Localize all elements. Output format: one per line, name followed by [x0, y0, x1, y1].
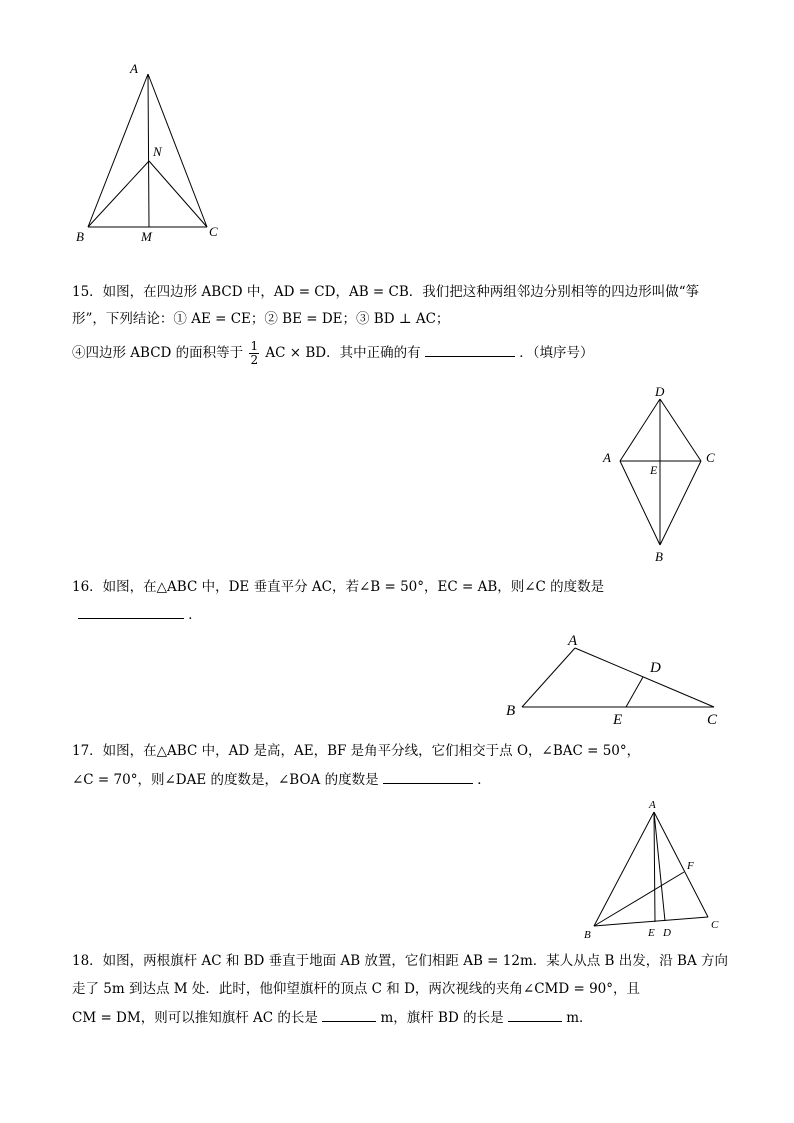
label-e: E [648, 927, 655, 939]
segment-da [620, 399, 660, 461]
segment-dc [660, 399, 701, 461]
label-d: D [663, 927, 671, 939]
q18-line-3 [72, 1007, 593, 1028]
label-m: M [141, 229, 152, 244]
segment-bc [594, 917, 708, 926]
q18-prefix: CM = DM，则可以推知旗杆 AC 的长是 [72, 1010, 318, 1026]
q16-line-1: 16．如图，在△ABC 中，DE 垂直平分 AC，若∠B = 50°，EC = AB，则∠C 的度数是 [72, 579, 605, 595]
label-e: E [650, 463, 658, 477]
label-b: B [76, 229, 84, 244]
label-a: A [603, 450, 611, 465]
frac-denominator: 2 [250, 353, 259, 367]
segment-ab [522, 648, 575, 707]
q15-line-2: 形”，下列结论：① AE = CE；② BE = DE；③ BD ⊥ AC； [72, 311, 450, 327]
q18-suffix: m． [566, 1010, 593, 1026]
q15-suffix: ．（填序号） [519, 345, 594, 361]
label-f: F [687, 860, 694, 872]
q18-ac-answer-blank[interactable] [322, 1007, 376, 1022]
segment-am [148, 74, 149, 227]
q15-line-3 [72, 340, 593, 367]
segment-bf [594, 872, 684, 926]
q18-bd-answer-blank[interactable] [508, 1007, 562, 1022]
label-c: C [711, 919, 719, 931]
label-a: A [568, 633, 578, 649]
segment-ac [575, 648, 714, 707]
label-b: B [584, 929, 591, 941]
q15-prefix: ④四边形 ABCD 的面积等于 [72, 345, 244, 361]
label-e: E [613, 712, 623, 728]
figure-14-svg [70, 55, 230, 250]
q17-answer-blank[interactable] [383, 769, 473, 784]
label-n: N [153, 144, 162, 159]
figure-triangle-bisectors [578, 795, 728, 945]
segment-ad [654, 812, 665, 921]
segment-bn [88, 161, 149, 227]
q17-line-1: 17．如图，在△ABC 中，AD 是高，AE，BF 是角平分线，它们相交于点 O，∠BAC = 50°， [72, 743, 641, 759]
q16-answer-blank[interactable] [78, 604, 184, 619]
segment-de [626, 677, 643, 707]
segment-nc [149, 161, 207, 227]
frac-numerator: 1 [250, 339, 259, 353]
figure-16-svg [500, 628, 730, 733]
q15-line-1: 15．如图，在四边形 ABCD 中，AD = CD，AB = CB．我们把这种两组邻边分别相等的四边形叫做“筝 [72, 284, 700, 300]
label-b: B [655, 549, 663, 564]
q17-prefix: ∠C = 70°，则∠DAE 的度数是，∠BOA 的度数是 [72, 772, 379, 788]
q16-suffix: ． [188, 607, 202, 623]
q15-answer-blank[interactable] [425, 342, 515, 357]
figure-kite-abcd [596, 383, 726, 568]
q16-line-2 [78, 604, 202, 625]
segment-ac [654, 812, 708, 917]
segment-ae [654, 812, 655, 922]
q15-mid: AC × BD．其中正确的有 [265, 345, 421, 361]
q17-line-2 [72, 769, 491, 790]
label-a: A [130, 61, 138, 76]
figure-triangle-de-bisector [500, 628, 730, 733]
label-c: C [707, 712, 718, 728]
label-c: C [706, 450, 715, 465]
segment-ab [88, 74, 148, 227]
q17-suffix: ． [477, 772, 491, 788]
label-d: D [655, 384, 665, 399]
label-c: C [209, 224, 218, 239]
figure-triangle-abc-n-m [70, 55, 230, 250]
figure-17-svg [578, 795, 728, 945]
segment-cb [660, 461, 701, 545]
q18-line-1: 18．如图，两根旗杆 AC 和 BD 垂直于地面 AB 放置，它们相距 AB = 12m．某人从点 B 出发，沿 BA 方向 [72, 953, 729, 969]
q18-mid: m，旗杆 BD 的长是 [380, 1010, 504, 1026]
figure-15-svg [596, 383, 726, 568]
segment-ab [594, 812, 654, 926]
label-d: D [650, 660, 661, 676]
fraction-one-half [249, 340, 259, 367]
label-b: B [506, 703, 516, 719]
label-a: A [649, 799, 656, 811]
q18-line-2: 走了 5m 到达点 M 处．此时，他仰望旗杆的顶点 C 和 D，两次视线的夹角∠CMD = 90°，且 [72, 981, 641, 997]
